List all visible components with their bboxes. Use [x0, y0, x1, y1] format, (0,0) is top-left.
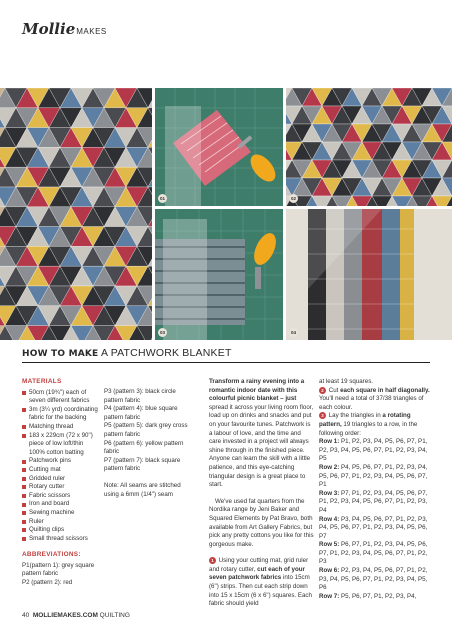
list-item: Gridded ruler — [22, 475, 98, 484]
abbreviation-line: P2 (pattern 2): red — [22, 579, 73, 587]
list-item: 3m (3¼ yrd) coordinating fabric for the backing — [22, 406, 98, 423]
row-label: Row 2: — [319, 463, 340, 471]
photo-ruler-cutter — [155, 209, 283, 340]
step-number: 3 — [319, 412, 326, 419]
photo-badge-04: 04 — [290, 330, 296, 335]
list-item: Quilting clips — [22, 526, 98, 535]
step-1-continued: at least 19 squares. — [319, 378, 374, 385]
abbreviations-column — [104, 388, 188, 499]
heading-bold: HOW TO MAKE — [22, 349, 99, 359]
footer-section: QUILTING — [97, 612, 130, 619]
brand-script: Mollie — [22, 20, 76, 38]
row-text: P3, P4, P5, P6, P7, P1, P2, P3, P4, P5, P6, P7, P1, P2, P3, P4, P5, P6, P7 — [319, 515, 428, 540]
list-item: 50cm (19¾") each of seven different fabrics — [22, 389, 98, 406]
heading-rest: A PATCHWORK BLANKET — [98, 347, 232, 359]
materials-title: MATERIALS — [22, 378, 62, 385]
row-label: Row 5: — [319, 541, 340, 549]
list-item: Rotary cutter — [22, 483, 98, 492]
abbreviation-line: P6 (pattern 6): yellow pattern fabric — [104, 439, 184, 456]
row-line — [319, 541, 430, 567]
page-number: 40 — [22, 612, 30, 619]
photo-cutting-mat — [155, 88, 283, 206]
photo-badge-02: 02 — [290, 196, 296, 201]
row-line — [319, 490, 430, 516]
abbreviation-line: P7 (pattern 7): black square pattern fabric — [104, 456, 181, 473]
list-item: Matching thread — [22, 423, 98, 432]
row-text: P2, P3, P4, P5, P6, P7, P1, P2, P3, P4, P5, P6, P7, P1, P2, P3, P4, P5, P6 — [319, 567, 428, 592]
section-heading — [22, 347, 232, 359]
row-line — [319, 516, 430, 542]
step-number: 2 — [319, 387, 326, 394]
heading-rule — [22, 362, 430, 363]
abbreviation-line: P5 (pattern 5): dark grey cross pattern fabric — [104, 422, 188, 438]
materials-list — [22, 389, 98, 544]
step-2-text-c: You'll need a total of 37/38 triangles of each colour. — [319, 395, 424, 411]
list-item: Small thread scissors — [22, 535, 98, 544]
list-item: Cutting mat — [22, 466, 98, 475]
step-3-text-a: Lay the triangles in — [328, 412, 381, 420]
intro-lead: Transform a rainy evening into a romantic indoor date with this colourful picnic blanket – just — [209, 378, 305, 403]
photo-fabric-strips — [286, 209, 452, 340]
photo-badge-01: 01 — [159, 196, 165, 201]
row-line — [319, 464, 430, 490]
row-text: P7, P1, P2, P3, P4, P5, P6, P7, P1, P2, P3, P4, P5, P6, P7, P1, P2, P3, P4 — [319, 489, 428, 514]
masthead-logo — [22, 20, 107, 40]
row-label: Row 4: — [319, 515, 340, 523]
list-item: 183 x 229cm (72 x 90") piece of low loft/thin 100% cotton batting — [22, 432, 98, 458]
row-text: P5, P6, P7, P1, P2, P3, P4, — [339, 592, 417, 600]
step-1-text-c: into 15cm (6") strips. Then cut each strip down into 15 x 15cm (6 x 6") squares. Each fabric should yield — [209, 574, 312, 608]
intro-body: spread it across your living room floor, load up on drinks and snacks and put on your favourite tunes. Patchwork is a labour of love, and the time and care invested in a project will always shine through in the finished piece. Anyone can learn the skill with a little patience, and this eye-catching triangular design is a great place to start. — [209, 403, 314, 489]
seam-note: Note: All seams are stitched using a 6mm (1/4") seam — [104, 481, 181, 498]
list-item: Sewing machine — [22, 509, 98, 518]
page-footer — [22, 612, 130, 619]
row-label: Row 7: — [319, 592, 340, 600]
materials-column — [22, 378, 98, 588]
step-2 — [319, 387, 430, 413]
row-line — [319, 567, 430, 593]
step-number: 1 — [209, 557, 216, 564]
step-1 — [209, 557, 314, 609]
intro-paragraph — [209, 378, 314, 490]
step-1-text-a: Using your cutting mat, grid ruler and rotary cutter, — [209, 557, 309, 573]
row-text: P6, P7, P1, P2, P3, P4, P5, P6, P7, P1, P2, P3, P4, P5, P6, P7, P1, P2, P3 — [319, 541, 428, 566]
list-item: Iron and board — [22, 500, 98, 509]
photo-triangles — [286, 88, 452, 206]
step-1-text-b: cut each of your seven patchwork fabrics — [209, 565, 305, 582]
row-line — [319, 438, 430, 464]
row-text: P4, P5, P6, P7, P1, P2, P3, P4, P5, P6, P7, P1, P2, P3, P4, P5, P6, P7, P1 — [319, 463, 428, 489]
steps-column — [319, 378, 430, 601]
list-item: Fabric scissors — [22, 492, 98, 501]
abbreviation-line: P4 (pattern 4): blue square pattern fabric — [104, 405, 178, 421]
list-item: Ruler — [22, 518, 98, 527]
brand-caps: MAKES — [76, 27, 107, 36]
abbreviations-title: ABBREVIATIONS: — [22, 551, 81, 559]
photo-quilt-large — [0, 88, 152, 340]
abbreviation-line: P1(pattern 1): grey square pattern fabric — [22, 561, 95, 578]
row-label: Row 3: — [319, 489, 340, 497]
row-label: Row 6: — [319, 567, 340, 575]
row-text: P1, P2, P3, P4, P5, P6, P7, P1, P2, P3, P4, P5, P6, P7, P1, P2, P3, P4, P5 — [319, 438, 428, 463]
row-line — [319, 593, 430, 602]
step-2-text-a: Cut — [328, 386, 339, 394]
intro-paragraph-2: We've used fat quarters from the Nordika range by Jeni Baker and Squared Elements by Pat Bravo, both available from Art Gallery Fabrics, but pick any pretty cottons you like for this gorgeous make. — [209, 497, 314, 548]
footer-site: MOLLIEMAKES.COM — [32, 612, 98, 619]
step-2-text-b: each square in half diagonally. — [338, 386, 430, 394]
step-3-text-c: 19 triangles to a row, in the following order: — [319, 420, 418, 437]
abbreviation-line: P3 (pattern 3): black circle pattern fabric — [104, 388, 176, 404]
row-label: Row 1: — [319, 438, 340, 446]
step-3-text-b: a rotating pattern, — [319, 412, 411, 428]
step-3 — [319, 412, 430, 438]
intro-column — [209, 378, 314, 617]
photo-badge-03: 03 — [159, 330, 165, 335]
list-item: Patchwork pins — [22, 457, 98, 466]
